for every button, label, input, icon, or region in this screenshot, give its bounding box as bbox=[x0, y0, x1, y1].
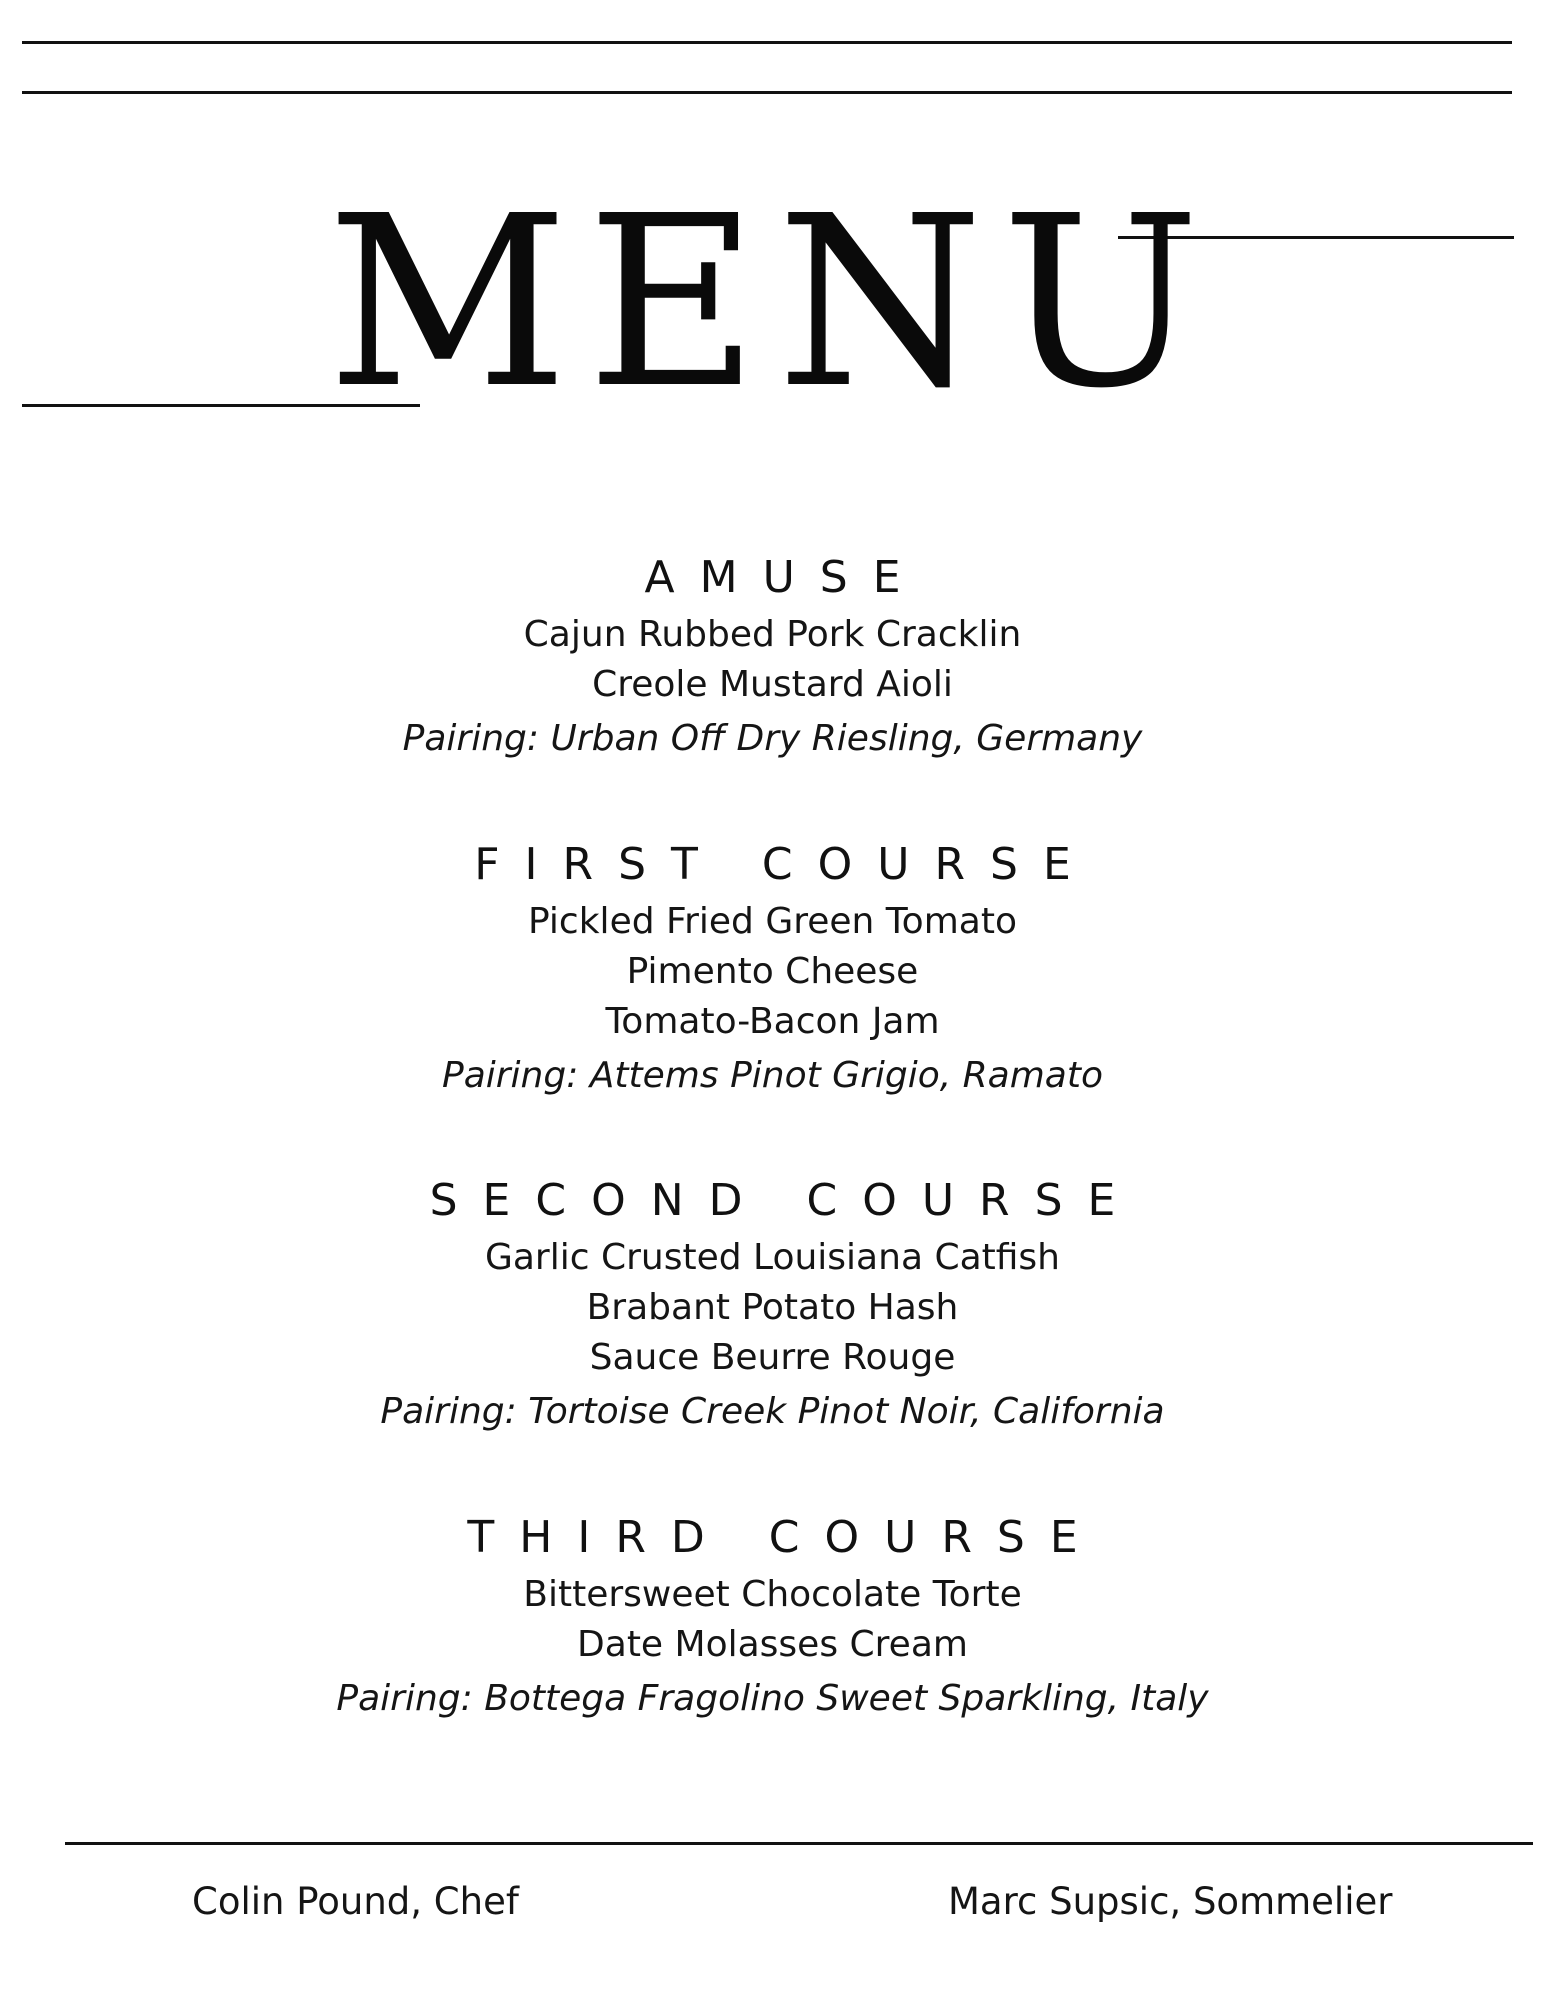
course-heading: THIRD COURSE bbox=[467, 1512, 1103, 1563]
chef-credit: Colin Pound, Chef bbox=[192, 1880, 519, 1923]
top-rule-2 bbox=[22, 91, 1512, 94]
dish-item: Brabant Potato Hash bbox=[586, 1287, 959, 1328]
dish-item: Garlic Crusted Louisiana Catfish bbox=[484, 1237, 1061, 1278]
footer-rule bbox=[65, 1842, 1533, 1845]
wine-pairing: Pairing: Urban Off Dry Riesling, Germany bbox=[402, 718, 1143, 759]
wine-pairing: Pairing: Attems Pinot Grigio, Ramato bbox=[441, 1055, 1103, 1096]
top-rule-1 bbox=[22, 41, 1512, 44]
wine-pairing: Pairing: Tortoise Creek Pinot Noir, California bbox=[380, 1391, 1165, 1432]
course-first bbox=[0, 837, 1545, 1105]
dish-item: Tomato-Bacon Jam bbox=[605, 1001, 940, 1042]
dish-item: Sauce Beurre Rouge bbox=[589, 1337, 956, 1378]
course-second bbox=[0, 1173, 1545, 1441]
course-third bbox=[0, 1510, 1545, 1728]
dish-item: Pickled Fried Green Tomato bbox=[528, 901, 1017, 942]
dish-item: Bittersweet Chocolate Torte bbox=[523, 1574, 1022, 1615]
wine-pairing: Pairing: Bottega Fragolino Sweet Sparkling, Italy bbox=[336, 1678, 1209, 1719]
course-heading: SECOND COURSE bbox=[429, 1175, 1141, 1226]
dish-item: Pimento Cheese bbox=[626, 951, 919, 992]
course-heading: AMUSE bbox=[644, 552, 926, 603]
course-heading: FIRST COURSE bbox=[474, 839, 1096, 890]
dish-item: Cajun Rubbed Pork Cracklin bbox=[523, 614, 1022, 655]
dish-item: Date Molasses Cream bbox=[577, 1624, 968, 1665]
menu-title: MENU bbox=[326, 165, 1219, 440]
sommelier-credit: Marc Supsic, Sommelier bbox=[948, 1880, 1393, 1923]
course-amuse bbox=[0, 550, 1545, 768]
dish-item: Creole Mustard Aioli bbox=[592, 664, 953, 705]
